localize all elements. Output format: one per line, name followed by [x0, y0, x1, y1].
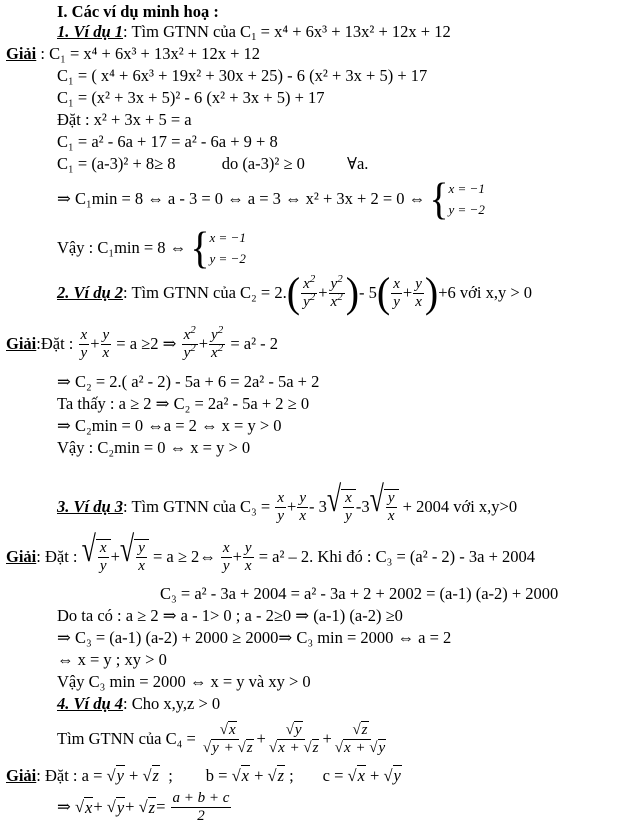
example-2-solution-line-1: Giải :Đặt : x y + $\frac{y}{x}$ = a ≥2 ⇒ $x^2$ $y^2$ + $\frac{y^2}{x^2}$ = a² - 2 [6, 323, 279, 361]
example-4-line-1: Tìm GTNN của C₄ = $\frac{√x}{√y + √z}$ + √y √x + √z + √z √x + √y [57, 721, 386, 756]
example-1-line-2: C₁ = ( x⁴ + 6x³ + 19x² + 30x + 25) - 6 (x² + 3x + 5) + 17 [57, 66, 428, 85]
example-3-title: 3. Ví dụ 3 [57, 497, 124, 516]
example-1-line-4: Đặt : x² + 3x + 5 = a [57, 110, 192, 129]
example-2-line-4: ⇒ C₂min = 0 ⇔a = 2 ⇔ x = y > 0 [57, 416, 282, 435]
example-3-solution-line-1: Giải : Đặt : √ x y + √ y x = a ≥ 2⇔ x y + $\frac{y}{x}$ = a² – 2. Khi đó : C₃ = (a² - 2) - 3a + 2004 [6, 529, 536, 574]
example-3-line-4: ⇒ C₃ = (a-1) (a-2) + 2000 ≥ 2000⇒ C₃ min = 2000 ⇔ a = 2 [57, 628, 452, 647]
example-3-title-line: 3. Ví dụ 3 : Tìm GTNN của C₃ = $\frac{x}{y}$ + y x - 3 √ x y -3 √ y x + 2004 với x,y>0 [57, 479, 518, 524]
example-4-solution-line-1: Giải: Đặt : a = √y + √z ; b = √x + √z ; c = √x + √y [6, 766, 401, 785]
system-braces-2: { x = −1 y = −2 [190, 222, 246, 273]
example-3-line-2: C₃ = a² - 3a + 2004 = a² - 3a + 2 + 2002 = (a-1) (a-2) + 2000 [160, 584, 559, 603]
example-2-line-2: ⇒ C₂ = 2.( a² - 2) - 5a + 6 = 2a² - 5a + 2 [57, 372, 320, 391]
example-4-line-2: ⇒ √ x + √ y + √ z = a + b + c 2 [57, 789, 230, 824]
example-1-title-line: 1. Ví dụ 1: Tìm GTNN của $C_1 = x^4 + 6x^3 + 13x^2 + 12x + 12$ [57, 22, 451, 43]
example-1-line-3: C₁ = (x² + 3x + 5)² - 6 (x² + 3x + 5) + 17 [57, 88, 325, 107]
example-2-line-3: Ta thấy : a ≥ 2 ⇒ C₂ = 2a² - 5a + 2 ≥ 0 [57, 394, 310, 413]
example-1-title: 1. Ví dụ 1 [57, 22, 124, 41]
example-4-title-line: 4. Ví dụ 4: Cho x,y,z > 0 [57, 694, 221, 713]
example-4-title: 4. Ví dụ 4 [57, 694, 124, 713]
system-braces-1: { x = −1 y = −2 [429, 173, 485, 224]
example-3-line-6: Vậy C₃ min = 2000 ⇔ x = y và xy > 0 [57, 672, 311, 691]
example-1-solution-line-1: Giải : C₁ = x⁴ + 6x³ + 13x² + 12x + 12 [6, 44, 261, 63]
solution-label: Giải [6, 44, 37, 63]
example-3-line-3: Do ta có : a ≥ 2 ⇒ a - 1> 0 ; a - 2≥0 ⇒ (a-1) (a-2) ≥0 [57, 606, 403, 625]
example-1-prompt: : Tìm GTNN của C [123, 22, 252, 41]
example-1-poly: = x⁴ + 6x³ + 13x² + 12x + 12 [256, 22, 451, 41]
example-2-title-line: 2. Ví dụ 2 : Tìm GTNN của C₂ = 2. ( $x^2$ $y^2$ + $y^2$ $x^2$ ) - 5 ( x y + y x ) +6 với x,y > 0 [57, 268, 533, 317]
example-2-line-5: Vậy : C₂min = 0 ⇔ x = y > 0 [57, 438, 251, 457]
example-3-line-5: ⇔ x = y ; xy > 0 [57, 650, 167, 669]
example-1-line-8: Vậy : C₁min = 8 ⇔ { x = −1 y = −2 [57, 222, 246, 273]
example-2-title: 2. Ví dụ 2 [57, 283, 124, 302]
section-heading: I. Các ví dụ minh hoạ : [57, 2, 219, 21]
example-1-line-6: C₁ = (a-3)² + 8≥ 8 do (a-3)² ≥ 0 ∀a. [57, 154, 369, 173]
example-1-line-7: ⇒ C₁min = 8 ⇔ a - 3 = 0 ⇔ a = 3 ⇔ x² + 3x + 2 = 0 ⇔ { x = −1 y = −2 [57, 173, 485, 224]
example-1-line-5: C₁ = a² - 6a + 17 = a² - 6a + 9 + 8 [57, 132, 278, 151]
